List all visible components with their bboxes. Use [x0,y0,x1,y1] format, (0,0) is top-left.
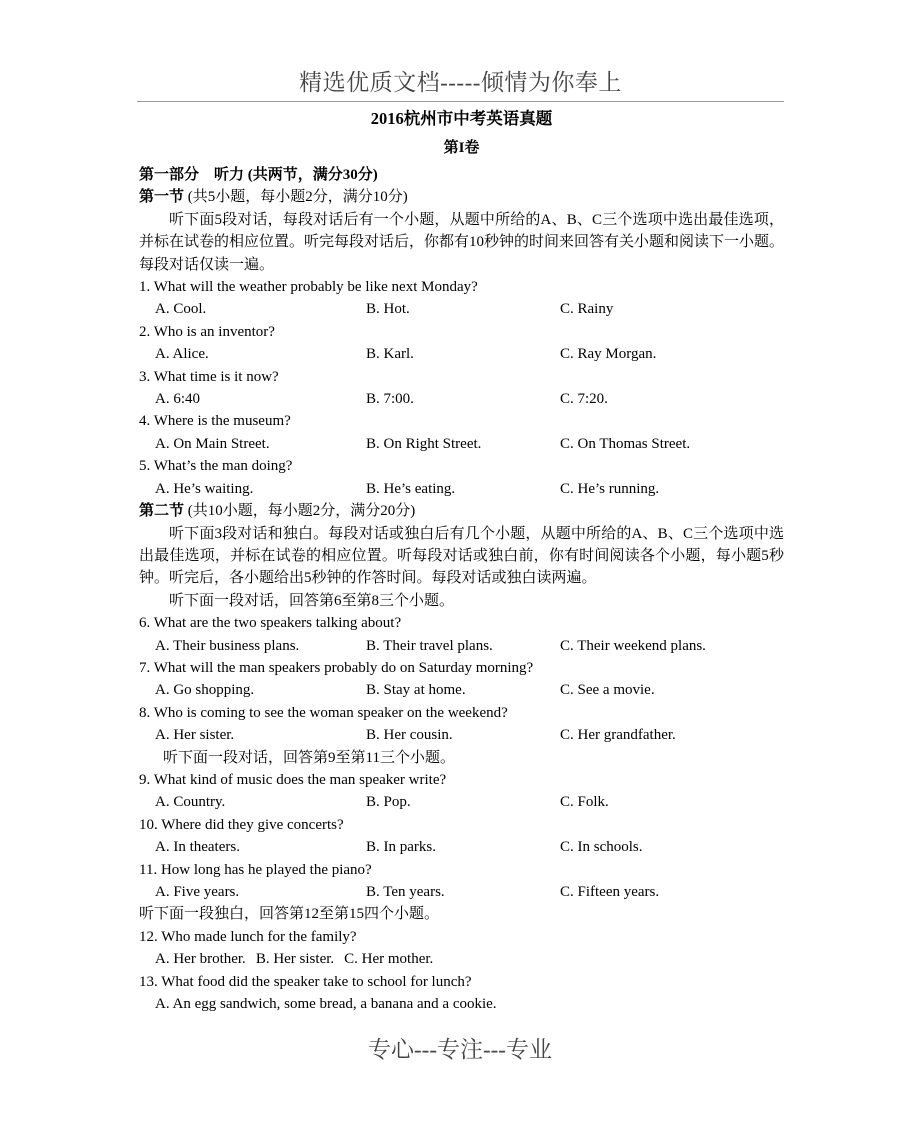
exam-title: 2016杭州市中考英语真题 [370,109,553,128]
question-4: 4. Where is the museum? [139,413,291,430]
option-c: C. Rainy [560,301,614,318]
section2-info: (共10小题，每小题2分，满分20分) [184,503,416,520]
question-6: 6. What are the two speakers talking about? [139,615,402,632]
option-a: A. Go shopping. [155,682,255,699]
page-header: 精选优质文档-----倾情为你奉上 [137,64,784,102]
option-a: A. Five years. [155,884,240,900]
question-10: 10. Where did they give concerts? [139,816,344,833]
options-1 [139,298,784,320]
page-footer: 专心---专注---专业 [368,1037,552,1062]
option-a: A. Their business plans. [155,637,300,654]
section2-instructions: 听下面3段对话和独白。每段对话或独白后有几个小题，从题中所给的A、B、C三个选项中选出最佳选项，并标在试卷的相应位置。听每段对话或独白前，你有时间阅读各个小题，每小题5秒钟。听完后，各小题给出5秒钟的作答时间。每段对话或独白读两遍。 [139,525,784,587]
option-b: B. Her sister. [255,951,335,968]
listening-note-3: 听下面一段独白，回答第12至第15四个小题。 [139,906,440,923]
option-c: C. 7:20. [560,391,608,408]
option-a: A. Cool. [155,301,207,318]
question-13: 13. What food did the speaker take to school for lunch? [139,973,472,990]
options-10 [139,836,784,858]
question-3: 3. What time is it now? [139,368,279,385]
option-c: C. He’s running. [560,480,660,497]
volume-label: 第I卷 [443,140,480,156]
section1-heading [139,186,784,208]
section1-instructions: 听下面5段对话，每段对话后有一个小题，从题中所给的A、B、C三个选项中选出最佳选项，并标在试卷的相应位置。听完每段对话后，你都有10秒钟的时间来回答有关小题和阅读下一小题。每段对话仅读一遍。 [139,211,785,273]
option-c: C. On Thomas Street. [560,435,691,452]
question-9: 9. What kind of music does the man speaker write? [139,771,447,788]
listening-note-2: 听下面一段对话，回答第9至第11三个小题。 [163,749,455,766]
options-13 [139,993,784,1015]
exam-body [139,105,784,1015]
option-b: B. Their travel plans. [366,637,493,654]
option-b: B. Hot. [366,301,410,318]
options-2 [139,343,784,365]
option-a: A. In theaters. [155,839,240,856]
question-5: 5. What’s the man doing? [139,458,293,475]
section1-info: (共5小题，每小题2分，满分10分) [184,189,408,206]
option-b: B. On Right Street. [366,435,482,452]
option-a: A. Her brother. [155,951,246,968]
option-b: B. In parks. [366,839,436,856]
option-a: A. Alice. [155,346,209,363]
option-c: C. Her mother. [344,951,434,968]
option-a: A. Her sister. [155,727,235,744]
options-8 [139,724,784,746]
options-5 [139,478,784,500]
question-12: 12. Who made lunch for the family? [139,928,357,945]
options-6 [139,635,784,657]
question-7: 7. What will the man speakers probably do on Saturday morning? [139,659,534,676]
section1-label: 第一节 [139,189,185,206]
options-9 [139,791,784,813]
option-a: A. He’s waiting. [155,480,254,497]
question-1: 1. What will the weather probably be like next Monday? [139,279,478,296]
options-12 [139,948,784,970]
option-a: A. 6:40 [155,391,200,408]
question-2: 2. Who is an inventor? [139,323,275,340]
options-3 [139,388,784,410]
section2-label: 第二节 [139,503,185,520]
options-4 [139,433,784,455]
option-c: C. Folk. [560,794,609,811]
question-11: 11. How long has he played the piano? [139,861,372,878]
option-b: B. Karl. [366,346,414,363]
section2-heading [139,500,784,522]
options-11 [139,881,784,903]
option-b: B. He’s eating. [366,480,456,497]
option-b: B. Pop. [366,794,411,811]
listening-note-1: 听下面一段对话，回答第6至第8三个小题。 [169,592,455,609]
option-b: B. 7:00. [366,391,414,408]
option-b: B. Ten years. [366,884,445,900]
option-a: A. On Main Street. [155,435,270,452]
option-c: C. Her grandfather. [560,727,676,744]
question-8: 8. Who is coming to see the woman speaker on the weekend? [139,704,508,721]
option-c: C. Ray Morgan. [560,346,657,363]
option-a: A. An egg sandwich, some bread, a banana and a cookie. [155,996,497,1013]
option-c: C. In schools. [560,839,643,856]
option-c: C. Fifteen years. [560,884,660,900]
option-c: C. Their weekend plans. [560,637,706,654]
option-a: A. Country. [155,794,226,811]
option-b: B. Her cousin. [366,727,453,744]
options-7 [139,679,784,701]
option-c: C. See a movie. [560,682,655,699]
part1-heading: 第一部分 听力 (共两节，满分30分) [139,167,378,183]
option-b: B. Stay at home. [366,682,466,699]
